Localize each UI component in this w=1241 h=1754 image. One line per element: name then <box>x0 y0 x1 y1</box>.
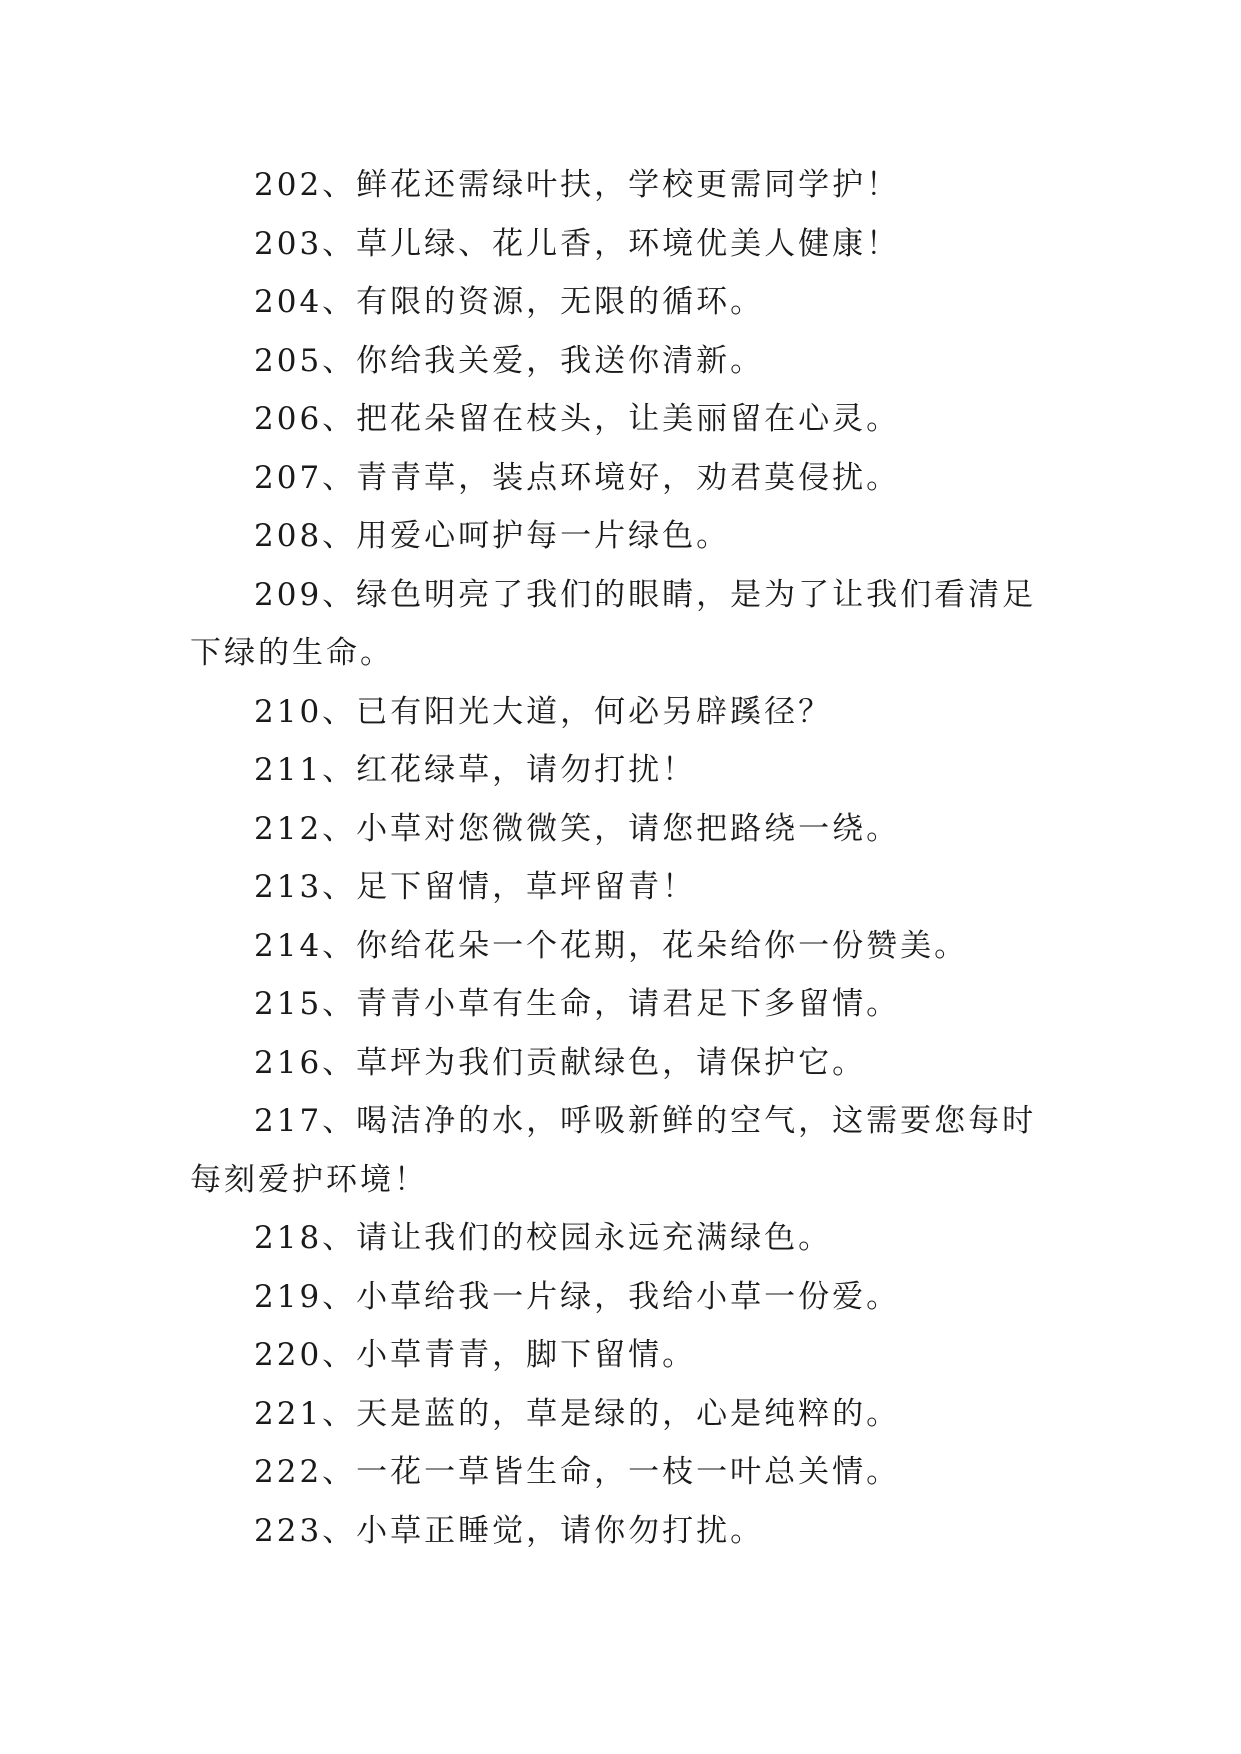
list-item: 206、把花朵留在枝头，让美丽留在心灵。 <box>254 401 901 437</box>
list-item: 221、天是蓝的，草是绿的，心是纯粹的。 <box>254 1395 901 1432</box>
list-item: 212、小草对您微微笑，请您把路绕一绕。 <box>254 810 901 847</box>
list-item: 219、小草给我一片绿，我给小草一份爱。 <box>254 1278 901 1315</box>
list-item: 203、草儿绿、花儿香，环境优美人健康！ <box>254 225 901 262</box>
list-item: 214、你给花朵一个花期，花朵给你一份赞美。 <box>254 927 969 964</box>
list-item: 205、你给我关爱，我送你清新。 <box>254 342 765 379</box>
list-item: 207、青青草，装点环境好，劝君莫侵扰。 <box>254 459 901 496</box>
list-item: 223、小草正睡觉，请你勿打扰。 <box>254 1512 765 1549</box>
list-item: 211、红花绿草，请勿打扰！ <box>254 752 697 788</box>
list-item: 209、绿色明亮了我们的眼睛，是为了让我们看清足下绿的生命。 <box>190 576 1037 671</box>
list-item: 217、喝洁净的水，呼吸新鲜的空气，这需要您每时每刻爱护环境！ <box>190 1103 1037 1198</box>
list-item: 213、足下留情，草坪留青！ <box>254 869 697 905</box>
list-item: 210、已有阳光大道，何必另辟蹊径？ <box>254 693 833 730</box>
list-item: 218、请让我们的校园永远充满绿色。 <box>254 1220 833 1256</box>
list-item: 220、小草青青，脚下留情。 <box>254 1337 697 1373</box>
list-item: 216、草坪为我们贡献绿色，请保护它。 <box>254 1044 867 1081</box>
document-body <box>190 156 1060 1560</box>
list-item: 204、有限的资源，无限的循环。 <box>254 284 765 320</box>
list-item: 202、鲜花还需绿叶扶，学校更需同学护！ <box>254 167 901 203</box>
list-item: 208、用爱心呵护每一片绿色。 <box>254 518 731 554</box>
list-item: 222、一花一草皆生命，一枝一叶总关情。 <box>254 1454 901 1490</box>
list-item: 215、青青小草有生命，请君足下多留情。 <box>254 986 901 1022</box>
